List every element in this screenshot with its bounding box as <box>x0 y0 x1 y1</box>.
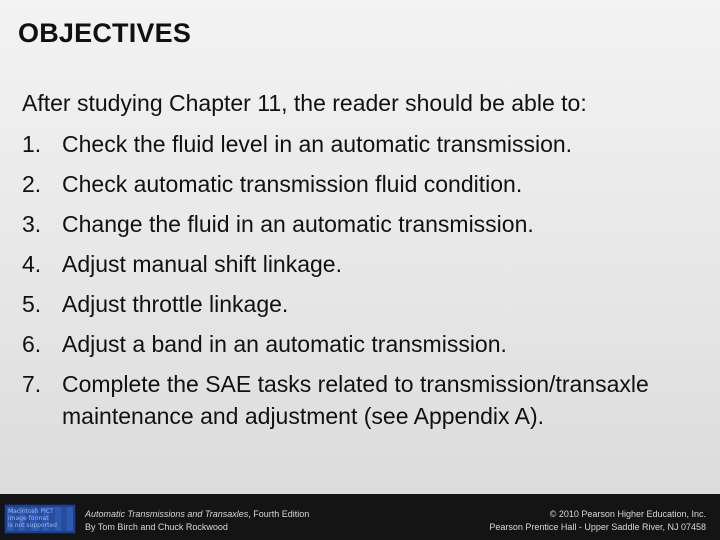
objective-item <box>22 208 712 240</box>
copyright-text: © 2010 Pearson Higher Education, Inc. <box>549 509 706 519</box>
slide-footer <box>0 494 720 540</box>
objective-number: 2. <box>22 171 42 197</box>
objective-number: 7. <box>22 371 42 397</box>
objective-text: Adjust throttle linkage. <box>62 291 289 317</box>
objective-number: 6. <box>22 331 42 357</box>
objective-item <box>22 288 712 320</box>
objective-item <box>22 128 712 160</box>
objective-text: Check automatic transmission fluid condition. <box>62 171 523 197</box>
book-authors: By Tom Birch and Chuck Rockwood <box>85 522 228 532</box>
objectives-list <box>22 128 712 440</box>
objective-text: Check the fluid level in an automatic transmission. <box>62 131 573 157</box>
objective-number: 4. <box>22 251 42 277</box>
footer-copyright-info <box>489 508 706 534</box>
objective-number: 1. <box>22 131 42 157</box>
book-title: Automatic Transmissions and Transaxles <box>85 509 249 519</box>
objective-item <box>22 368 712 432</box>
slide-title: OBJECTIVES <box>18 18 192 48</box>
publisher-text: Pearson Prentice Hall - Upper Saddle River, NJ 07458 <box>489 522 706 532</box>
publisher-logo <box>4 504 76 534</box>
objective-item <box>22 248 712 280</box>
objective-number: 5. <box>22 291 42 317</box>
footer-book-info <box>85 508 309 534</box>
objective-item <box>22 328 712 360</box>
objective-item <box>22 168 712 200</box>
footer-book-line <box>85 508 309 521</box>
objective-text: Change the fluid in an automatic transmission. <box>62 211 534 237</box>
logo-text: Macintosh PICT image format is not supported <box>8 508 57 529</box>
intro-text: After studying Chapter 11, the reader should be able to: <box>22 90 587 116</box>
objective-text: Complete the SAE tasks related to transmission/transaxle maintenance and adjustment (see Appendix A). <box>62 371 649 429</box>
objective-text: Adjust manual shift linkage. <box>62 251 342 277</box>
book-edition: , Fourth Edition <box>248 509 310 519</box>
objective-text: Adjust a band in an automatic transmission. <box>62 331 507 357</box>
objective-number: 3. <box>22 211 42 237</box>
